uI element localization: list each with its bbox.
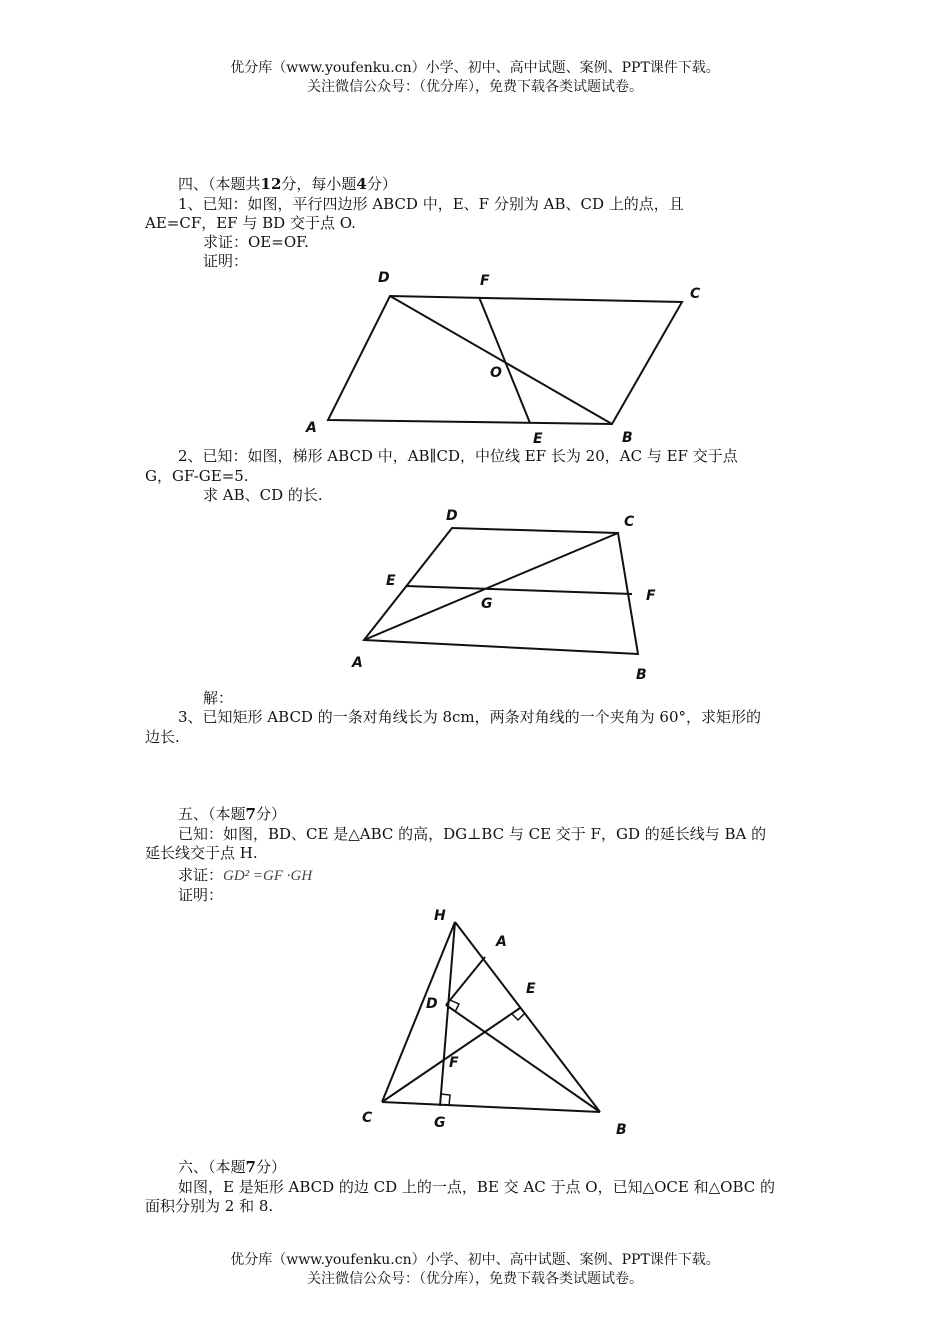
section-4-title-suffix: 分） bbox=[366, 175, 397, 193]
section-6-line-1: 如图，E 是矩形 ABCD 的边 CD 上的一点，BE 交 AC 于点 O，已知△OCE 和△OBC 的 bbox=[178, 1178, 775, 1196]
section-6-score: 7 bbox=[245, 1158, 256, 1176]
section-5-given-line-2: 延长线交于点 H. bbox=[145, 844, 258, 862]
section-4-title-prefix: 四、（本题共 bbox=[178, 175, 261, 193]
section-5-prove bbox=[178, 865, 312, 886]
section-4-title-middle: 分，每小题 bbox=[281, 175, 357, 193]
label-e: E bbox=[533, 431, 543, 447]
header-line-2: 关注微信公众号：（优分库），免费下载各类试题试卷。 bbox=[307, 79, 643, 95]
section-4-item-score: 4 bbox=[356, 175, 367, 193]
side-hb bbox=[455, 922, 600, 1112]
section-5-score: 7 bbox=[245, 805, 256, 823]
altitude-bd bbox=[446, 1005, 600, 1112]
diagonal-bd bbox=[390, 296, 612, 424]
label-d-3: D bbox=[426, 996, 438, 1012]
label-o: O bbox=[490, 365, 502, 381]
q1-given-line-2: AE=CF，EF 与 BD 交于点 O. bbox=[145, 214, 356, 232]
q3-line-2: 边长. bbox=[145, 728, 180, 746]
label-h-3: H bbox=[434, 908, 446, 924]
midline-ef bbox=[406, 586, 632, 594]
side-ca-extended bbox=[382, 922, 455, 1102]
label-g-3: G bbox=[434, 1115, 446, 1131]
section-5-given-line-1: 已知：如图，BD、CE 是△ABC 的高，DG⊥BC 与 CE 交于 F，GD 的延长线与 BA 的 bbox=[178, 825, 767, 843]
section-5-title bbox=[178, 804, 286, 824]
section-6-title bbox=[178, 1157, 286, 1177]
label-e-2: E bbox=[386, 573, 396, 589]
section-5-title-prefix: 五、（本题 bbox=[178, 805, 246, 823]
label-d-2: D bbox=[446, 508, 458, 524]
label-a-2: A bbox=[352, 655, 363, 671]
q1-proof-label: 证明： bbox=[203, 252, 249, 270]
section-5-proof-label: 证明： bbox=[178, 886, 224, 904]
footer-line-2: 关注微信公众号：（优分库），免费下载各类试题试卷。 bbox=[307, 1271, 643, 1287]
q2-ask: 求 AB、CD 的长. bbox=[203, 486, 323, 504]
label-d: D bbox=[378, 270, 390, 286]
section-6-title-suffix: 分） bbox=[255, 1158, 286, 1176]
q2-solve-label: 解： bbox=[203, 689, 234, 707]
right-angle-e bbox=[512, 1013, 525, 1020]
label-f-3: F bbox=[449, 1055, 459, 1071]
label-a-3: A bbox=[496, 934, 507, 950]
label-a: A bbox=[306, 420, 317, 436]
label-b: B bbox=[622, 430, 633, 446]
section-6-title-prefix: 六、（本题 bbox=[178, 1158, 246, 1176]
section-5-formula: GD² =GF ·GH bbox=[223, 868, 313, 884]
footer-line-1: 优分库（www.youfenku.cn）小学、初中、高中试题、案例、PPT课件下载。 bbox=[230, 1252, 720, 1268]
label-f-2: F bbox=[646, 588, 656, 604]
diagonal-ac bbox=[364, 533, 618, 640]
section-6-line-2: 面积分别为 2 和 8. bbox=[145, 1197, 274, 1215]
header-line-1: 优分库（www.youfenku.cn）小学、初中、高中试题、案例、PPT课件下载。 bbox=[230, 60, 720, 76]
label-b-3: B bbox=[616, 1122, 627, 1138]
section-4-total-score: 12 bbox=[260, 175, 282, 193]
label-c-3: C bbox=[362, 1110, 373, 1126]
q1-given-line-1: 1、已知：如图，平行四边形 ABCD 中，E、F 分别为 AB、CD 上的点，且 bbox=[178, 195, 684, 213]
q3-line-1: 3、已知矩形 ABCD 的一条对角线长为 8cm，两条对角线的一个夹角为 60°，求矩形的 bbox=[178, 708, 762, 726]
section-5-title-suffix: 分） bbox=[255, 805, 286, 823]
label-e-3: E bbox=[526, 981, 536, 997]
trapezoid-abcd bbox=[364, 528, 638, 654]
section-5-prove-label: 求证： bbox=[178, 866, 224, 884]
label-f: F bbox=[480, 273, 490, 289]
q2-given-line-1: 2、已知：如图，梯形 ABCD 中，AB∥CD，中位线 EF 长为 20，AC 与 EF 交于点 bbox=[178, 447, 738, 465]
line-hg bbox=[440, 922, 455, 1106]
side-cb bbox=[382, 1102, 600, 1112]
q1-prove: 求证：OE=OF. bbox=[203, 233, 309, 251]
label-b-2: B bbox=[636, 667, 647, 683]
q2-given-line-2: G，GF-GE=5. bbox=[145, 467, 249, 485]
label-c-2: C bbox=[624, 514, 635, 530]
label-g-2: G bbox=[481, 596, 493, 612]
segment-ef bbox=[479, 297, 530, 423]
label-c: C bbox=[690, 286, 701, 302]
